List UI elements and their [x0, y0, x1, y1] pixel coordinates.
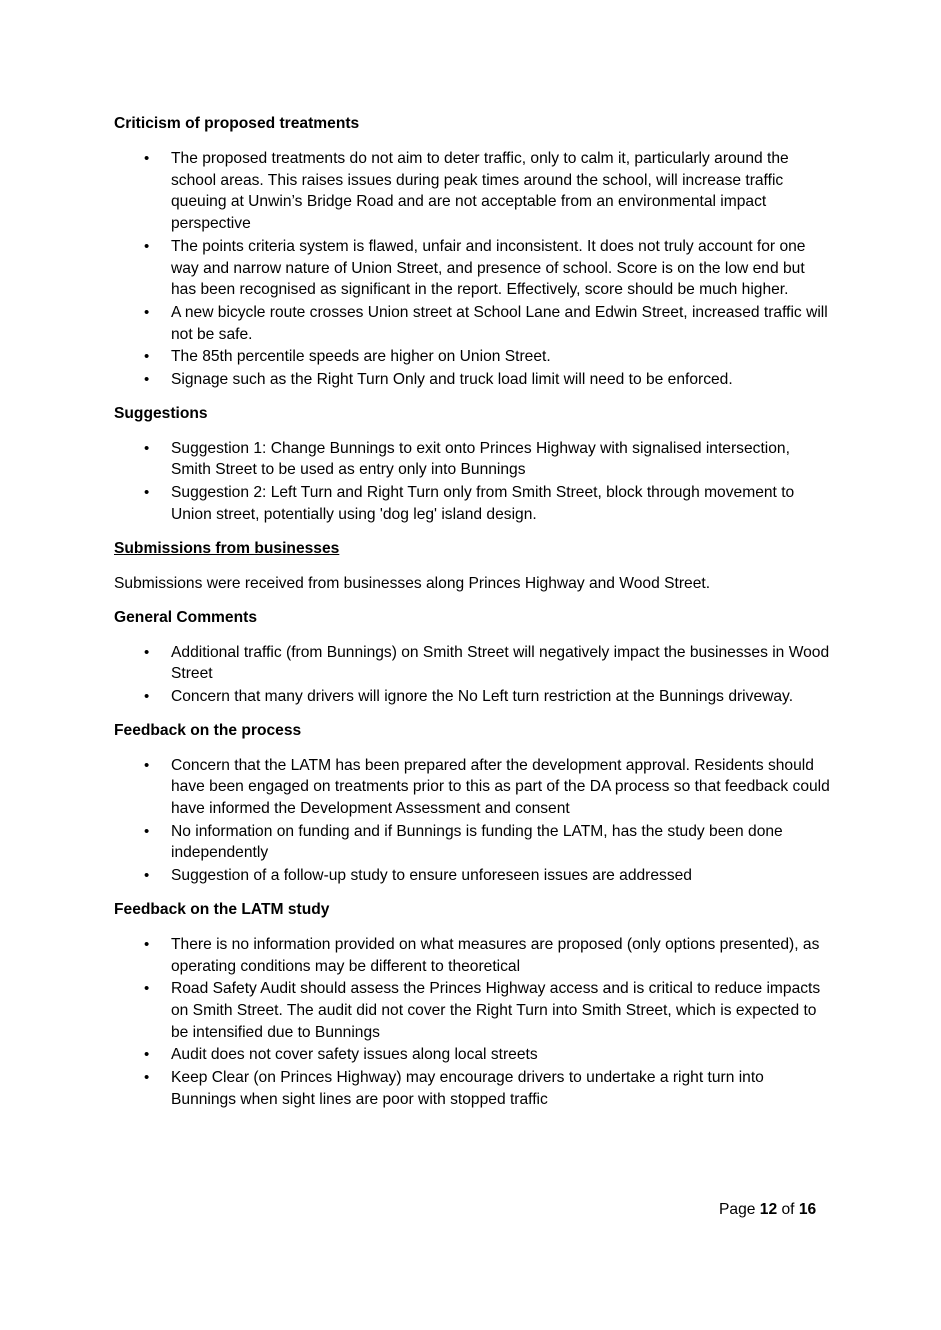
list-item	[114, 755, 830, 820]
section-heading: Suggestions	[114, 404, 208, 422]
of-label: of	[781, 1201, 795, 1218]
bullet-icon: •	[144, 822, 150, 840]
list-item	[114, 148, 830, 235]
bullet-icon: •	[144, 756, 150, 774]
list-item	[114, 236, 830, 301]
list-item	[114, 438, 830, 481]
total-pages: 16	[798, 1201, 817, 1218]
list-item-text: Signage such as the Right Turn Only and truck load limit will need to be enforced.	[171, 371, 733, 389]
list-item-text: Keep Clear (on Princes Highway) may encourage drivers to undertake a right turn into Bunnings when sight lines are poor with stopped traffic	[171, 1069, 764, 1108]
section-heading: Feedback on the process	[114, 721, 302, 739]
bullet-list	[114, 755, 830, 887]
bullet-icon: •	[144, 237, 150, 255]
bullet-list	[114, 642, 830, 708]
list-item-text: The proposed treatments do not aim to deter traffic, only to calm it, particularly around the school areas. This raises issues during peak times around the school, will increase traffic queuing at Unwin’s Bridge Road and are not acceptable from an environmental impact perspective	[171, 150, 789, 233]
bullet-icon: •	[144, 303, 150, 321]
page-number-footer	[719, 1199, 816, 1220]
bullet-icon: •	[144, 484, 150, 502]
list-item-text: Concern that many drivers will ignore the No Left turn restriction at the Bunnings driveway.	[171, 687, 794, 705]
list-item-text: Suggestion 2: Left Turn and Right Turn only from Smith Street, block through movement to Union street, potentially using 'dog leg' island design.	[171, 484, 795, 523]
list-item-text: No information on funding and if Bunnings is funding the LATM, has the study been done independently	[171, 822, 783, 862]
list-item	[114, 302, 830, 345]
bullet-icon: •	[144, 348, 150, 366]
list-item	[114, 934, 830, 977]
document-body	[114, 113, 830, 1123]
list-item-text: Additional traffic (from Bunnings) on Smith Street will negatively impact the businesses in Wood Street	[171, 643, 830, 683]
section-paragraph: Submissions were received from businesses along Princes Highway and Wood Street.	[114, 574, 711, 592]
list-item-text: Suggestion 1: Change Bunnings to exit onto Princes Highway with signalised intersection, Smith Street to be used as entry only into Bunnings	[171, 439, 790, 479]
bullet-list	[114, 934, 830, 1111]
page-label: Page	[719, 1201, 756, 1218]
bullet-list	[114, 148, 830, 391]
list-item	[114, 686, 830, 708]
list-item-text: A new bicycle route crosses Union street at School Lane and Edwin Street, increased traffic will not be safe.	[171, 303, 828, 343]
current-page: 12	[759, 1201, 778, 1218]
list-item-text: Suggestion of a follow-up study to ensure unforeseen issues are addressed	[171, 867, 692, 885]
section-heading: Criticism of proposed treatments	[114, 115, 360, 132]
bullet-icon: •	[144, 643, 150, 661]
list-item-text: Road Safety Audit should assess the Princes Highway access and is critical to reduce impacts on Smith Street. The audit did not cover the Right Turn into Smith Street, which is expected to be intensified due to Bunnings	[171, 980, 821, 1041]
list-item	[114, 1044, 830, 1066]
bullet-icon: •	[144, 439, 150, 457]
list-item-text: Audit does not cover safety issues along local streets	[171, 1046, 538, 1064]
section-heading: Feedback on the LATM study	[114, 900, 330, 918]
bullet-icon: •	[144, 371, 150, 389]
bullet-icon: •	[144, 867, 150, 885]
list-item	[114, 346, 830, 368]
list-item	[114, 369, 830, 391]
list-item	[114, 865, 830, 887]
bullet-icon: •	[144, 687, 150, 705]
bullet-list	[114, 438, 830, 526]
list-item	[114, 821, 830, 864]
bullet-icon: •	[144, 150, 150, 167]
list-item-text: There is no information provided on what measures are proposed (only options presented), as operating conditions may be different to theoretical	[171, 935, 820, 975]
section-heading: General Comments	[114, 608, 257, 626]
list-item	[114, 1067, 830, 1110]
list-item-text: The points criteria system is flawed, unfair and inconsistent. It does not truly account for one way and narrow nature of Union Street, and presence of school. Score is on the low end but has been recognised as significant in the report. Effectively, score should be much higher.	[171, 237, 806, 299]
list-item	[114, 482, 830, 525]
bullet-icon: •	[144, 980, 150, 998]
bullet-icon: •	[144, 1046, 150, 1064]
bullet-icon: •	[144, 1069, 150, 1087]
bullet-icon: •	[144, 935, 150, 953]
section-heading: Submissions from businesses	[114, 539, 340, 557]
list-item	[114, 978, 830, 1043]
list-item	[114, 642, 830, 685]
list-item-text: The 85th percentile speeds are higher on Union Street.	[171, 348, 551, 366]
list-item-text: Concern that the LATM has been prepared after the development approval. Residents should have been engaged on treatments prior to this as part of the DA process so that feedback could have informed the Development Assessment and consent	[171, 756, 830, 818]
